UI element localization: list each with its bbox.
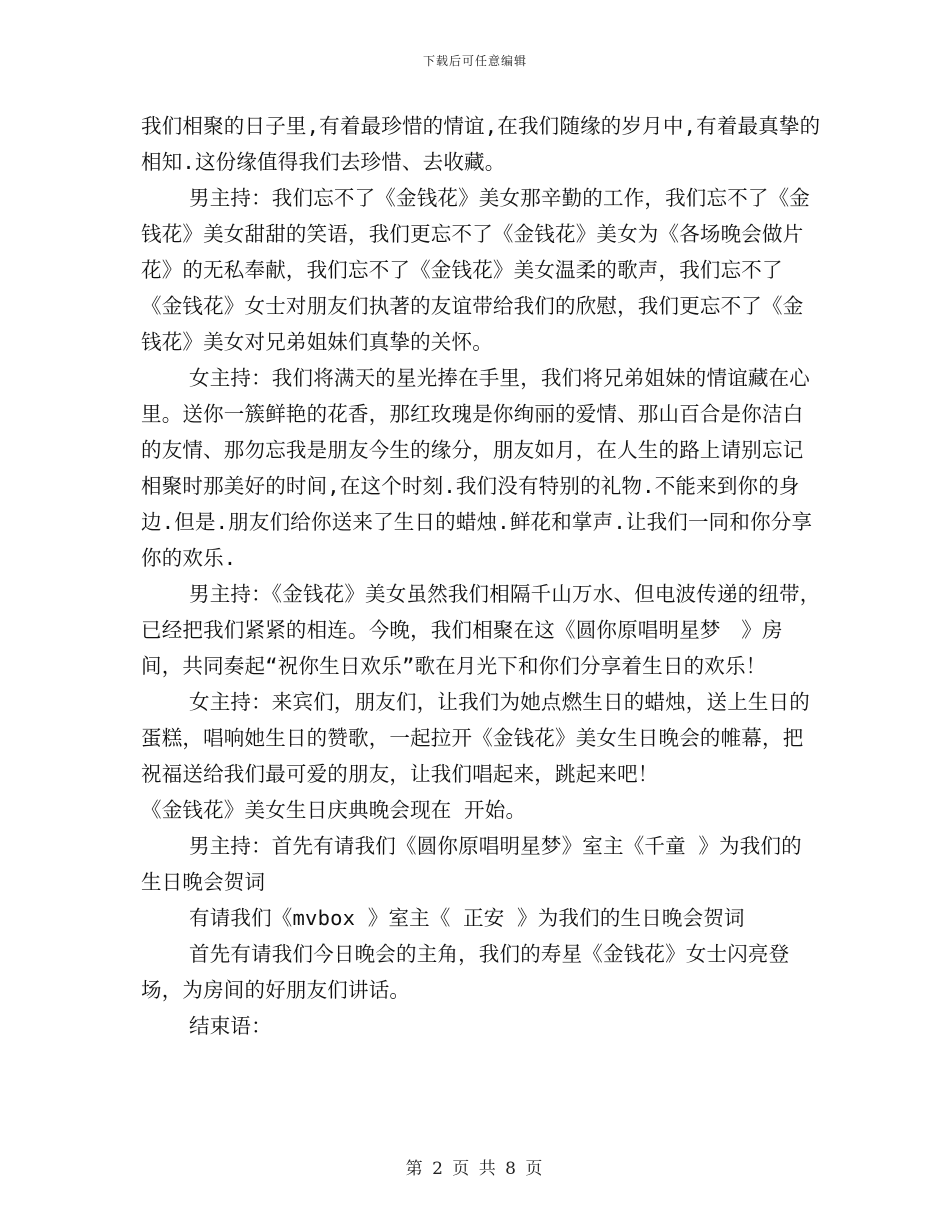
paragraph-5: 女主持：来宾们，朋友们，让我们为她点燃生日的蜡烛，送上生日的蛋糕，唱响她生日的赞歌，一起拉开《金钱花》美女生日晚会的帷幕，把祝福送给我们最可爱的朋友，让我们唱起来，跳起来吧！ [141,690,810,786]
document-body [141,108,821,1044]
paragraph-9: 首先有请我们今日晚会的主角，我们的寿星《金钱花》女士闪亮登场，为房间的好朋友们讲话。 [141,942,790,1002]
paragraph-2: 男主持：我们忘不了《金钱花》美女那辛勤的工作，我们忘不了《金钱花》美女甜甜的笑语，我们更忘不了《金钱花》美女为《各场晚会做片花》的无私奉献，我们忘不了《金钱花》美女温柔的歌声，我们忘不了《金钱花》女士对朋友们执著的友谊带给我们的欣慰，我们更忘不了《金钱花》美女对兄弟姐妹们真挚的关怀。 [141,186,810,354]
paragraph-3: 女主持：我们将满天的星光捧在手里，我们将兄弟姐妹的情谊藏在心里。送你一簇鲜艳的花香，那红玫瑰是你绚丽的爱情、那山百合是你洁白的友情、那勿忘我是朋友今生的缘分，朋友如月，在人生的路上请别忘记相聚时那美好的时间,在这个时刻.我们没有特别的礼物.不能来到你的身边.但是.朋友们给你送来了生日的蜡烛.鲜花和掌声.让我们一同和你分享你的欢乐. [141,366,813,570]
paragraph-6: 《金钱花》美女生日庆典晚会现在 开始。 [141,798,527,822]
paragraph-8: 有请我们《mvbox 》室主《 正安 》为我们的生日晚会贺词 [189,906,745,930]
page-header: 下载后可任意编辑 [422,54,527,68]
paragraph-7: 男主持：首先有请我们《圆你原唱明星梦》室主《千童 》为我们的生日晚会贺词 [141,834,802,894]
paragraph-1: 我们相聚的日子里,有着最珍惜的情谊,在我们随缘的岁月中,有着最真挚的相知.这份缘值得我们去珍惜、去收藏。 [141,114,821,174]
paragraph-4: 男主持：《金钱花》美女虽然我们相隔千山万水、但电波传递的纽带，已经把我们紧紧的相连。今晚，我们相聚在这《圆你原唱明星梦 》房间，共同奏起“祝你生日欢乐”歌在月光下和你们分享着生日的欢乐！ [141,582,821,678]
page-footer: 第 2 页 共 8 页 [405,1159,545,1179]
paragraph-10: 结束语： [189,1014,272,1038]
